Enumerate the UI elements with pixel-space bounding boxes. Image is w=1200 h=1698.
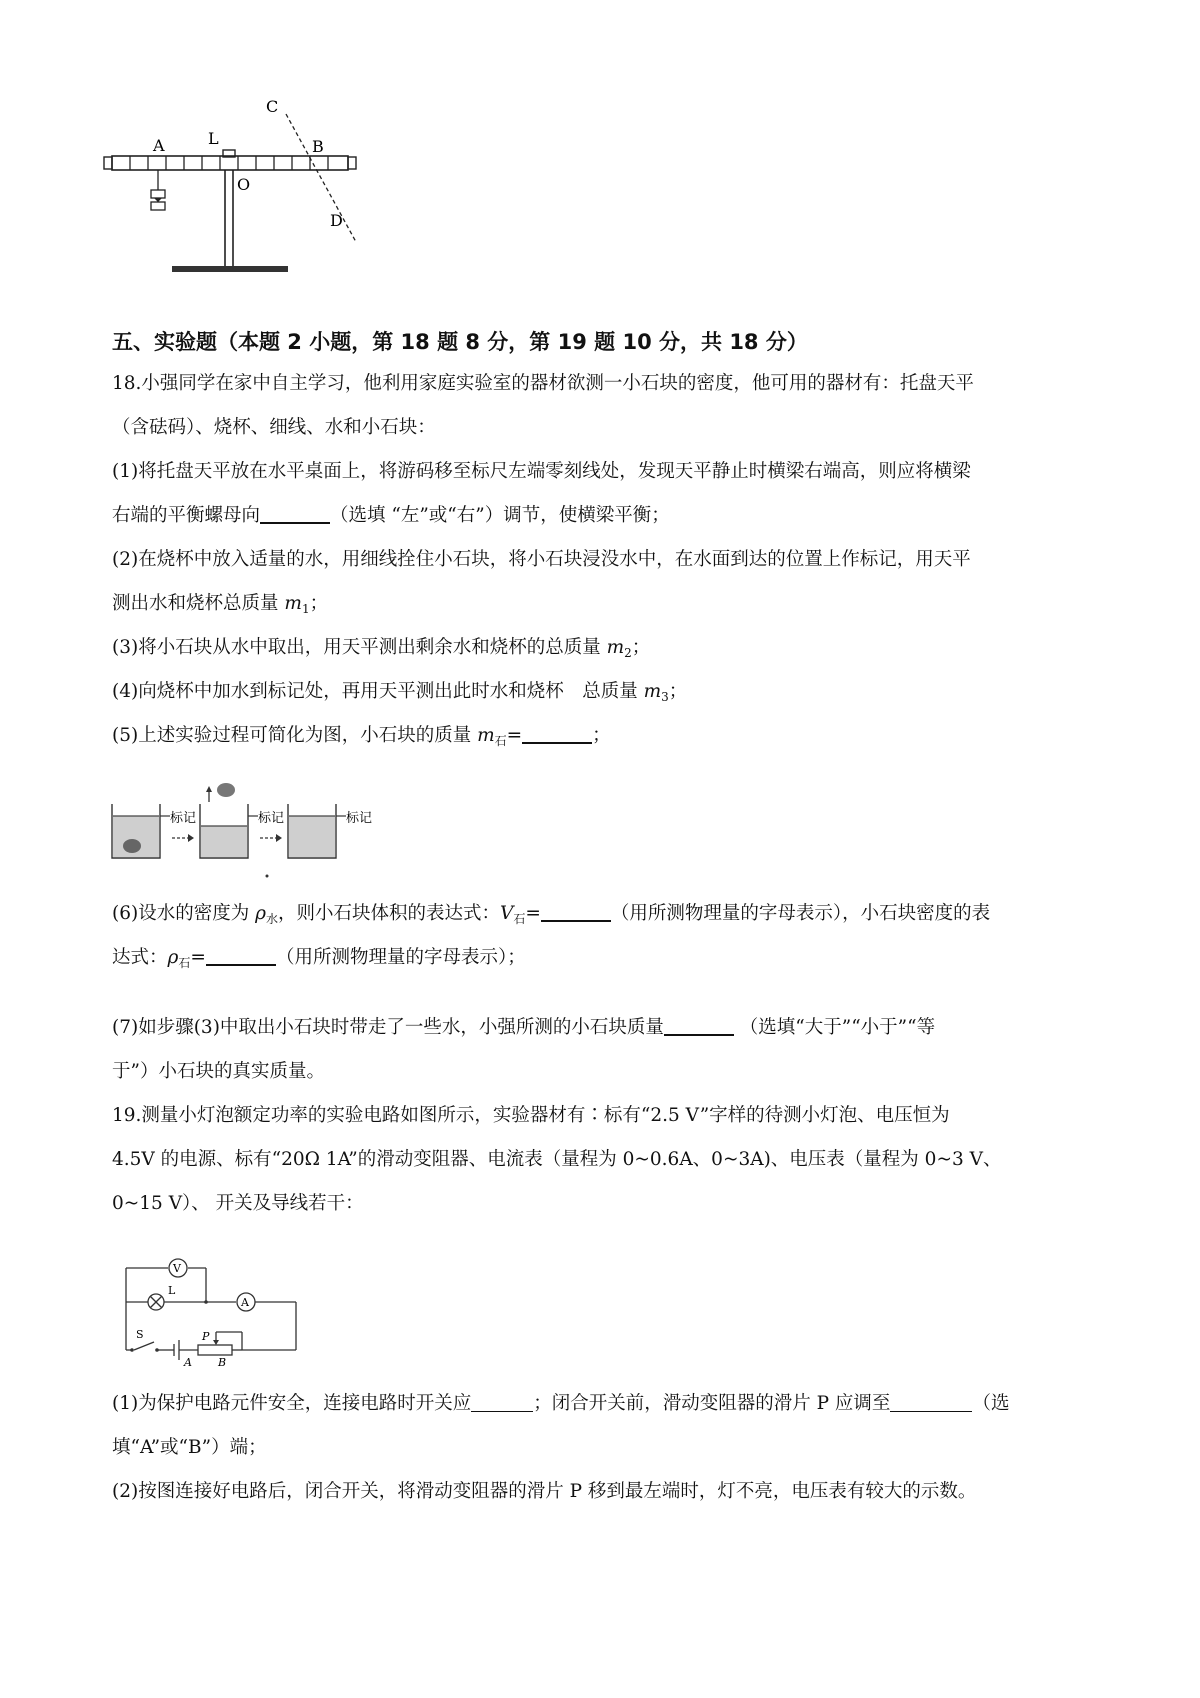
text: 右端的平衡螺母向 bbox=[112, 505, 261, 526]
beaker-figure bbox=[110, 780, 390, 890]
var: V bbox=[500, 903, 514, 924]
var: m bbox=[606, 637, 625, 658]
answer-blank[interactable] bbox=[522, 724, 592, 744]
label-B: B bbox=[312, 137, 324, 156]
mark-label-2: 标记 bbox=[258, 811, 285, 826]
lever-figure bbox=[100, 92, 390, 292]
q19-intro-line2: 4.5V 的电源、标有“20Ω 1A”的滑动变阻器、电流表（量程为 0~0.6A、0~3A)、电压表（量程为 0~3 V、 bbox=[112, 1149, 1002, 1170]
answer-blank[interactable] bbox=[664, 1016, 734, 1036]
answer-blank[interactable] bbox=[890, 1393, 972, 1412]
answer-blank[interactable] bbox=[206, 946, 276, 966]
circuit-label-L: L bbox=[168, 1284, 176, 1297]
q18-step1-line2 bbox=[112, 504, 670, 528]
circuit-label-A: A bbox=[241, 1296, 249, 1309]
answer-blank[interactable] bbox=[260, 504, 330, 524]
q18-intro-line1: 18.小强同学在家中自主学习，他利用家庭实验室的器材欲测一小石块的密度，他可用的器材有：托盘天平 bbox=[112, 373, 974, 394]
text: (6)设水的密度为 bbox=[112, 903, 256, 924]
label-L: L bbox=[208, 129, 219, 148]
text: ； bbox=[592, 725, 611, 746]
var: m bbox=[643, 681, 662, 702]
q19-intro-line3: 0~15 V）、 开关及导线若干： bbox=[112, 1193, 364, 1214]
text: （用所测物理量的字母表示）； bbox=[275, 947, 526, 968]
text: = bbox=[525, 903, 541, 924]
text: ； bbox=[309, 593, 329, 614]
circuit-label-endA: A bbox=[184, 1356, 192, 1366]
q18-step7-line1 bbox=[112, 1016, 935, 1040]
q19-step1-line2: 填“A”或“B”）端； bbox=[112, 1437, 267, 1458]
sub: 石 bbox=[513, 912, 526, 926]
var: ρ bbox=[167, 947, 179, 968]
label-O: O bbox=[237, 175, 251, 194]
text: （选填 “左”或“右”）调节，使横梁平衡； bbox=[330, 505, 670, 526]
sub: 石 bbox=[494, 734, 507, 748]
text: （选 bbox=[972, 1393, 1010, 1414]
q18-step2-line2 bbox=[112, 592, 328, 617]
q18-step3 bbox=[112, 636, 650, 661]
q19-step2-line1: (2)按图连接好电路后，闭合开关，将滑动变阻器的滑片 P 移到最左端时，灯不亮，电压表有较大的示数。 bbox=[112, 1481, 977, 1502]
text: ；闭合开关前，滑动变阻器的滑片 P 应调至 bbox=[533, 1393, 891, 1414]
circuit-label-endB: B bbox=[218, 1356, 227, 1366]
q18-step4 bbox=[112, 680, 687, 705]
text: （选填“大于”“小于”“等 bbox=[733, 1017, 936, 1038]
sub: 3 bbox=[661, 690, 669, 704]
text: ，则小石块体积的表达式： bbox=[278, 903, 501, 924]
text: = bbox=[506, 725, 523, 746]
text: 达式： bbox=[112, 947, 168, 968]
section-heading: 五、实验题（本题 2 小题，第 18 题 8 分，第 19 题 10 分，共 18 分） bbox=[112, 330, 808, 354]
text: 测出水和烧杯总质量 bbox=[112, 593, 285, 614]
label-A: A bbox=[153, 136, 165, 155]
label-C: C bbox=[266, 97, 279, 116]
q18-intro-line2: （含砝码）、烧杯、细线、水和小石块： bbox=[112, 417, 436, 438]
text: （用所测物理量的字母表示），小石块密度的表 bbox=[610, 903, 991, 924]
text: (1)为保护电路元件安全，连接电路时开关应 bbox=[112, 1393, 472, 1414]
q18-step6-line1 bbox=[112, 902, 990, 927]
q19-intro-line1: 19.测量小灯泡额定功率的实验电路如图所示，实验器材有∶标有“2.5 V”字样的待测小灯泡、电压恒为 bbox=[112, 1105, 950, 1126]
circuit-label-S: S bbox=[136, 1328, 144, 1341]
circuit-figure bbox=[118, 1256, 318, 1366]
var: m bbox=[284, 593, 302, 614]
var: ρ bbox=[255, 903, 266, 924]
mark-label-1: 标记 bbox=[170, 811, 197, 826]
answer-blank[interactable] bbox=[471, 1393, 533, 1412]
q18-step6-line2 bbox=[112, 946, 526, 971]
q19-step1-line1 bbox=[112, 1392, 1009, 1416]
answer-blank[interactable] bbox=[541, 902, 611, 922]
circuit-label-P: P bbox=[202, 1330, 210, 1343]
circuit-label-V: V bbox=[173, 1262, 181, 1275]
text: (4)向烧杯中加水到标记处，再用天平测出此时水和烧杯 总质量 bbox=[112, 681, 644, 702]
text: ； bbox=[668, 681, 688, 702]
sub: 水 bbox=[265, 912, 278, 926]
text: ； bbox=[631, 637, 651, 658]
mark-label-3: 标记 bbox=[346, 811, 373, 826]
var: m bbox=[477, 725, 495, 746]
sub: 2 bbox=[624, 646, 632, 660]
q18-step1-line1: (1)将托盘天平放在水平桌面上，将游码移至标尺左端零刻线处，发现天平静止时横梁右端高，则应将横梁 bbox=[112, 461, 971, 482]
text: (5)上述实验过程可简化为图，小石块的质量 bbox=[112, 725, 478, 746]
label-D: D bbox=[330, 211, 343, 230]
text: (3)将小石块从水中取出，用天平测出剩余水和烧杯的总质量 bbox=[112, 637, 607, 658]
q18-step7-line2: 于”）小石块的真实质量。 bbox=[112, 1061, 325, 1082]
q18-step2-line1: (2)在烧杯中放入适量的水，用细线拴住小石块，将小石块浸没水中，在水面到达的位置上作标记，用天平 bbox=[112, 549, 971, 570]
sub: 石 bbox=[178, 956, 191, 970]
text: = bbox=[190, 947, 206, 968]
text: (7)如步骤(3)中取出小石块时带走了一些水，小强所测的小石块质量 bbox=[112, 1017, 664, 1038]
sub: 1 bbox=[301, 602, 310, 616]
q18-step5 bbox=[112, 724, 611, 749]
